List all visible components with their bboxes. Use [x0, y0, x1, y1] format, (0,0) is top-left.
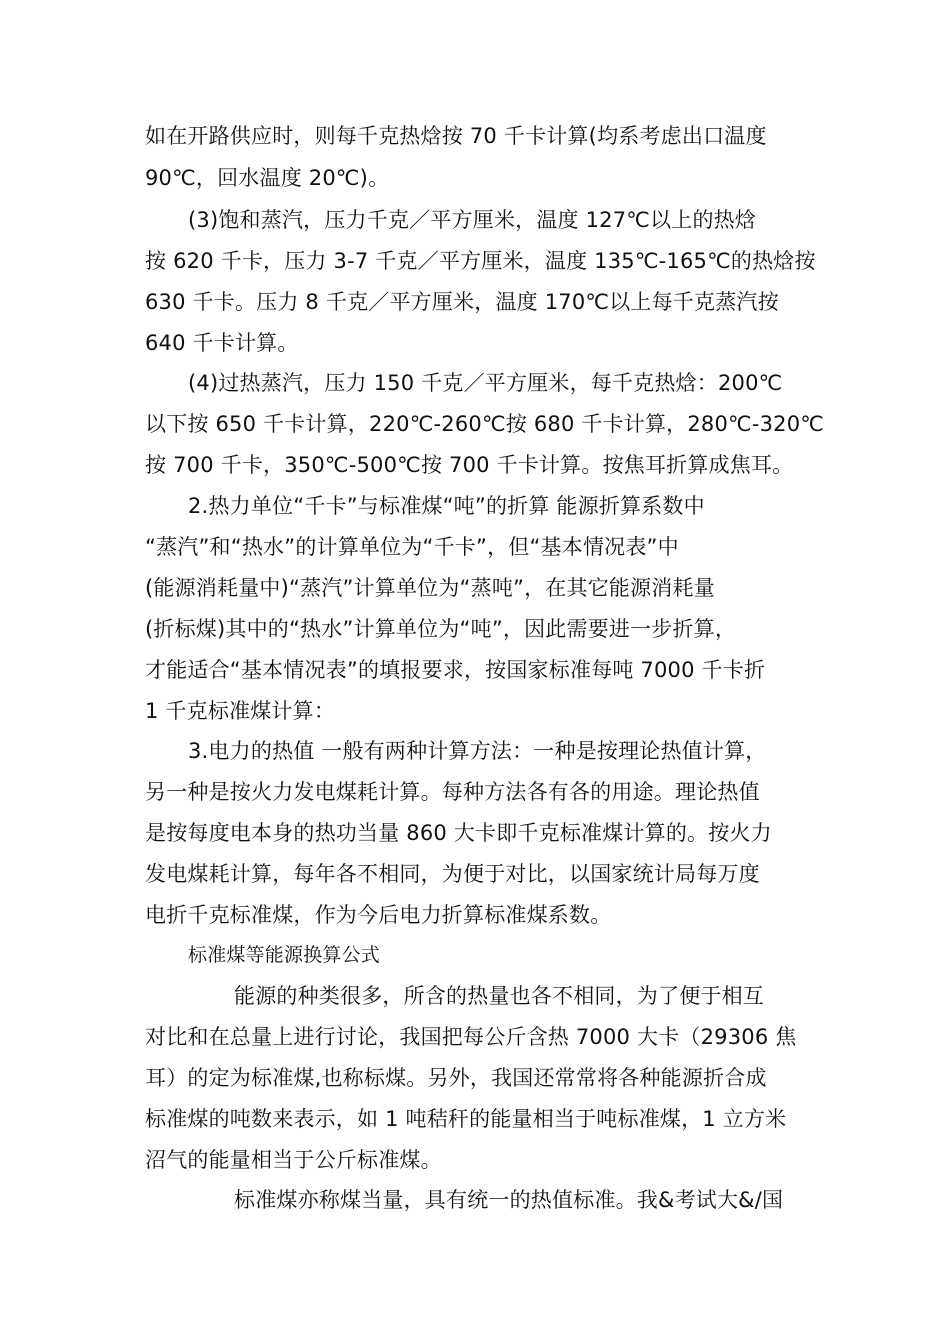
body-text-line: 630 千卡。压力 8 千克／平方厘米，温度 170℃以上每千克蒸汽按	[145, 290, 779, 314]
body-text-line: 按 620 千卡，压力 3-7 千克／平方厘米，温度 135℃-165℃的热焓按	[145, 249, 816, 273]
body-text-line: 沼气的能量相当于公斤标准煤。	[145, 1148, 442, 1172]
body-text-line: 标准煤的吨数来表示，如 1 吨秸秆的能量相当于吨标准煤，1 立方米	[145, 1107, 787, 1131]
body-text-line: 发电煤耗计算，每年各不相同，为便于对比，以国家统计局每万度	[145, 862, 760, 886]
body-text-line: 1 千克标准煤计算：	[145, 699, 336, 723]
body-text-line: (4)过热蒸汽，压力 150 千克／平方厘米，每千克热焓：200℃	[188, 371, 783, 395]
body-text-line: 另一种是按火力发电煤耗计算。每种方法各有各的用途。理论热值	[145, 780, 760, 804]
body-text-line: 能源的种类很多，所含的热量也各不相同，为了便于相互	[234, 984, 764, 1008]
body-text-line: 按 700 千卡，350℃-500℃按 700 千卡计算。按焦耳折算成焦耳。	[145, 453, 794, 477]
body-text-line: 耳）的定为标准煤,也称标煤。另外，我国还常常将各种能源折合成	[145, 1066, 767, 1090]
body-text-line: (折标煤)其中的“热水”计算单位为“吨”，因此需要进一步折算，	[145, 617, 737, 641]
section-heading-line: 3.电力的热值 一般有两种计算方法：一种是按理论热值计算，	[188, 739, 767, 763]
body-text-line: 是按每度电本身的热功当量 860 大卡即千克标准煤计算的。按火力	[145, 821, 772, 845]
section-title: 标准煤等能源换算公式	[188, 944, 381, 966]
body-text-line: 以下按 650 千卡计算，220℃-260℃按 680 千卡计算，280℃-320℃	[145, 412, 825, 436]
body-text-line: “蒸汽”和“热水”的计算单位为“千卡”，但“基本情况表”中	[145, 535, 679, 559]
body-text-line: 如在开路供应时，则每千克热焓按 70 千卡计算(均系考虑出口温度	[145, 124, 767, 148]
section-heading-line: 2.热力单位“千卡”与标准煤“吨”的折算 能源折算系数中	[188, 494, 705, 518]
body-text-line: 90℃，回水温度 20℃)。	[145, 166, 390, 190]
body-text-line: 640 千卡计算。	[145, 331, 299, 355]
body-text-line: (能源消耗量中)“蒸汽”计算单位为“蒸吨”，在其它能源消耗量	[145, 576, 715, 600]
body-text-line: (3)饱和蒸汽，压力千克／平方厘米，温度 127℃以上的热焓	[188, 208, 757, 232]
body-text-line: 对比和在总量上进行讨论，我国把每公斤含热 7000 大卡（29306 焦	[145, 1025, 797, 1049]
body-text-line: 才能适合“基本情况表”的填报要求，按国家标准每吨 7000 千卡折	[145, 658, 766, 682]
body-text-line: 电折千克标准煤，作为今后电力折算标准煤系数。	[145, 903, 612, 927]
body-text-line: 标准煤亦称煤当量，具有统一的热值标准。我&考试大&/国	[234, 1188, 784, 1212]
